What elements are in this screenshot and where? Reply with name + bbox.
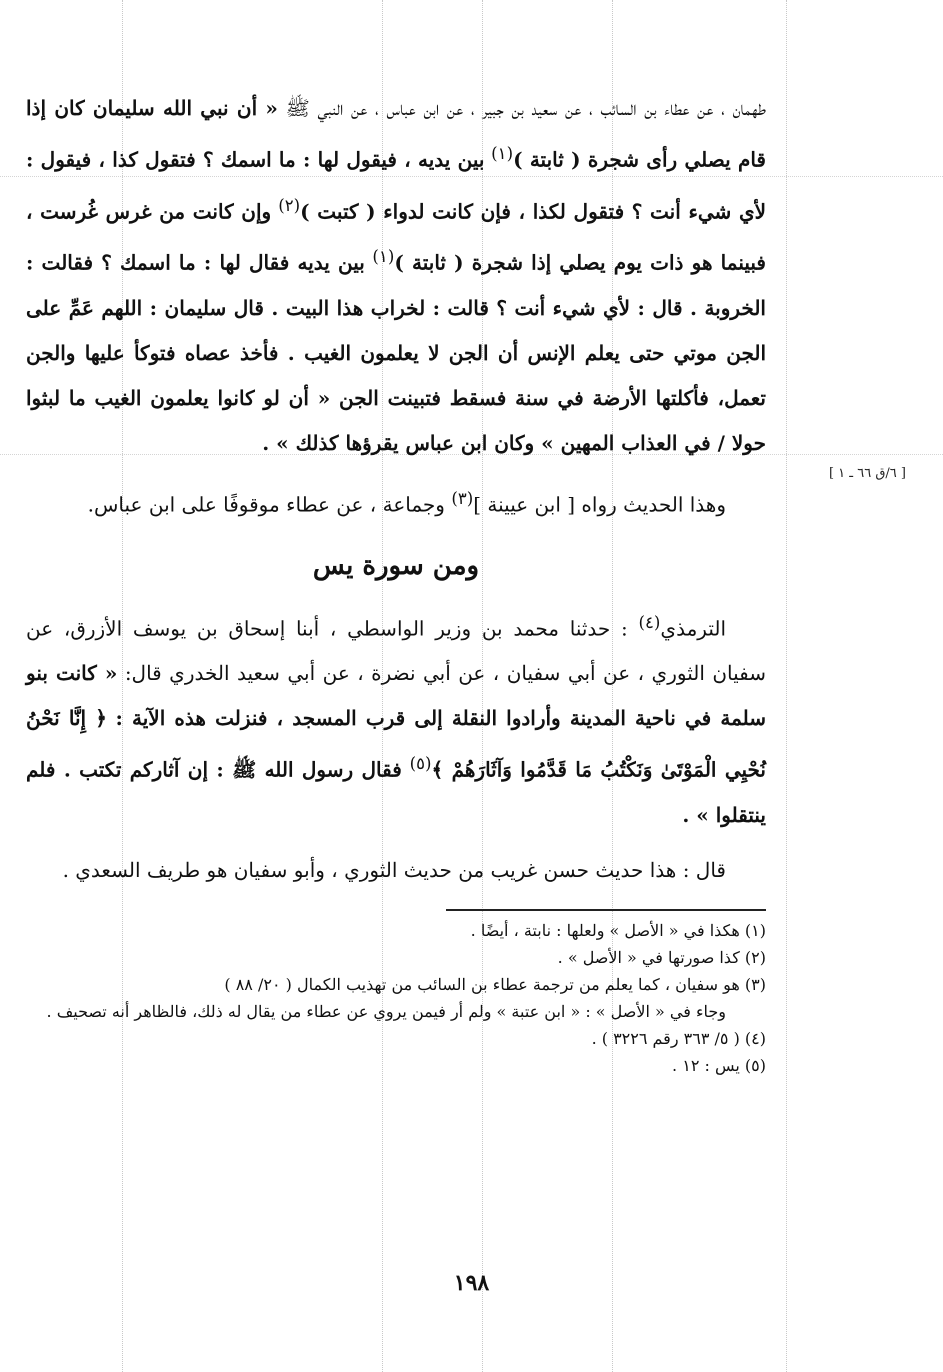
isnad-text: : حدثنا محمد بن وزير الواسطي ، أبنا إسحاق بن يوسف الأزرق، عن سفيان الثوري ، عن أبي سفيان ، عن أبي نضرة ، عن أبي سعيد الخدري قال: xyxy=(26,616,767,686)
page-number: ١٩٨ xyxy=(453,1270,490,1296)
isnad-text: طهمان ، عن عطاء بن السائب ، عن سعيد بن جبير ، عن ابن عباس ، عن النبي ﷺ xyxy=(285,96,766,120)
hadith-text: وإن كانت من غرس غُرست ، فبينما هو ذات يوم يصلي إذا شجرة ( ثابتة ) xyxy=(26,199,766,275)
footnote-ref: (٢) xyxy=(278,195,301,215)
footnotes xyxy=(26,917,766,1079)
quran-verse: ﴿ إِنَّا نَحْنُ نُحْيِي الْمَوْتَىٰ وَنَكْتُبُ مَا قَدَّمُوا وَآثَارَهُمْ ﴾ xyxy=(26,706,767,782)
manuscript-folio-marker: [ ٦/ق ٦٦ ـ ١ ] xyxy=(828,466,906,481)
footnote-ref: (٣) xyxy=(451,488,474,508)
hadith-text: « أن نبي الله سليمان كان إذا قام يصلي رأى شجرة ( ثابتة ) xyxy=(26,96,766,172)
footnote-ref: (١) xyxy=(372,247,395,267)
commentary-text: وهذا الحديث رواه [ ابن عيينة ] xyxy=(473,492,726,517)
footnote-continuation: وجاء في « الأصل » : « ابن عتبة » ولم أر فيمن يروي عن عطاء من يقال له ذلك، فالظاهر أنه تصحيف . xyxy=(46,1001,726,1021)
hadith-paragraph-1 xyxy=(26,86,766,466)
page-body xyxy=(26,86,766,1079)
footnote-ref: (١) xyxy=(491,144,514,163)
grading-paragraph: قال : هذا حديث حسن غريب من حديث الثوري ، وأبو سفيان هو طريف السعدي . xyxy=(62,857,726,882)
scan-artifact-line xyxy=(786,0,787,1372)
footnote: (٢) كذا صورتها في « الأصل » . xyxy=(557,947,766,967)
paragraph-gap xyxy=(26,838,766,848)
footnote-ref: (٥) xyxy=(409,754,432,774)
commentary-text: وجماعة ، عن عطاء موقوفًا على ابن عباس. xyxy=(87,492,445,517)
paragraph-gap xyxy=(26,466,766,476)
section-heading: ومن سورة يس xyxy=(312,550,480,581)
hadith-text: فقال رسول الله ﷺ : إن آثاركم تكتب . فلم ينتقلوا » . xyxy=(26,757,766,827)
footnote-separator xyxy=(446,909,766,911)
footnote: (١) هكذا في « الأصل » ولعلها : نابتة ، أيضًا . xyxy=(470,920,766,940)
hadith-text: « كانت بنو سلمة في ناحية المدينة وأرادوا النقلة إلى قرب المسجد ، فنزلت هذه الآية : xyxy=(26,661,767,731)
hadith-text: بين يديه ، فيقول لها : ما اسمك ؟ فتقول كذا ، فيقول : لأي شيء أنت ؟ فتقول لكذا ، فإن كانت لدواء ( كتبت ) xyxy=(26,147,766,224)
footnote-ref: (٤) xyxy=(638,612,661,632)
hadith-text: بين يديه فقال لها : ما اسمك ؟ فقالت : الخروبة . قال : لأي شيء أنت ؟ قالت : لخراب هذا البيت . قال سليمان : اللهم عَمِّ على الجن موتي حتى يعلم الإنس أن الجن لا يعلمون الغيب . فأخذ عصاه فتوكأ عليها والجن تعمل، فأكلتها الأرضة في سنة فسقط فتبينت الجن « أن لو كانوا يعلمون الغيب ما لبثوا حولا / في العذاب المهين » وكان ابن عباس يقرؤها كذلك » . xyxy=(26,250,766,455)
source-author: الترمذي xyxy=(660,616,727,641)
footnote: (٥) يس : ١٢ . xyxy=(672,1055,766,1075)
footnote: (٣) هو سفيان ، كما يعلم من ترجمة عطاء بن السائب من تهذيب الكمال ( ٢٠/ ٨٨ ) xyxy=(224,974,766,994)
commentary-paragraph xyxy=(26,476,766,528)
hadith-paragraph-2 xyxy=(26,600,766,838)
footnote: (٤) ( ٥/ ٣٦٣ رقم ٣٢٢٦ ) . xyxy=(591,1028,766,1048)
